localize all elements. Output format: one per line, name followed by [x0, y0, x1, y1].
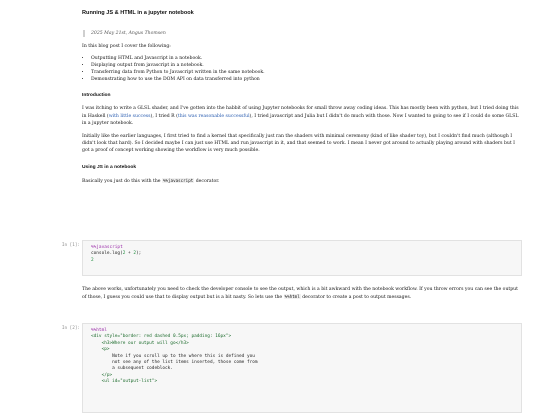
code-editor[interactable] — [82, 323, 522, 413]
text-run: ), I tried javascript and Julia but I didn't do much with those. Now I wanted to going to see if I could do some GLSL in a jupyter notebook. — [82, 113, 519, 127]
cell-magic: %%javascript — [91, 245, 123, 250]
using-js-paragraph-1 — [82, 177, 522, 185]
code-line: Note if you scroll up to the where this is defined you — [91, 353, 255, 359]
using-js-heading: Using JS in a notebook — [82, 164, 137, 170]
code-line: not see any of the list items inserted, those come from — [91, 360, 258, 366]
code-number: 2 — [91, 257, 94, 263]
text-run: ), I tried R ( — [150, 113, 178, 119]
code-line: <h3>Where our output will go</h3> — [91, 340, 189, 346]
code-text: ); — [135, 251, 142, 257]
cell-prompt: In [2]: — [61, 326, 80, 331]
cell-prompt: In [1]: — [61, 243, 80, 248]
code-line: <ul id="output-list"> — [91, 379, 158, 385]
topic-list — [82, 55, 522, 83]
text-run: decorator. — [194, 178, 220, 184]
post-content — [82, 10, 522, 190]
using-js-paragraph-2 — [82, 286, 522, 302]
code-line: <p> — [91, 347, 110, 353]
list-item: • Transferring data from Python to Javascript written in the same notebook. — [91, 69, 522, 76]
code-operator: + — [125, 251, 134, 257]
inline-code: %%html — [284, 294, 300, 300]
cell-magic: %%html — [91, 328, 107, 333]
text-run: I was itching to write a GLSL shader, and I've gotten into the habbit of using Jupyter notebooks for small throw away coding ideas. This has mostly been with python, but I tried doing this in Haskell ( — [82, 106, 519, 119]
haskell-link[interactable]: with little success — [108, 113, 151, 119]
post-byline: 2025 May 21st, Angus Thomsen — [83, 30, 522, 37]
introduction-paragraph-1 — [82, 105, 522, 127]
code-editor[interactable] — [82, 240, 522, 276]
introduction-heading: Introduction — [82, 93, 111, 99]
code-number: 2 — [122, 251, 126, 257]
text-run: decorator to create a post to output messages. — [300, 295, 412, 301]
introduction-paragraph-2: Initially like the earlier languages, I first tried to find a kernel that specifically just ran the shaders with minimal ceremony (kind of like shader toy), but I couldn't find much (although I didn't look that hard). So I decided maybe I can just use HTML and run javascript in it, and that seemed to work. I mean I never got around to actually playing around with shaders but I got a proof of concept working showing the workflow is very much possible. — [82, 133, 515, 154]
list-item: • Demonstrating how to use the DOM API on data transferred into python — [91, 76, 522, 83]
r-link[interactable]: this was reasonable successful — [177, 113, 250, 119]
code-line: a subsequent codeblock. — [91, 366, 173, 372]
list-item: • Outputting HTML and Javascript in a notebook. — [91, 55, 522, 62]
intro-paragraph: In this blog post I cover the following: — [82, 44, 171, 49]
text-run: The above works, unfortunately you need to check the developer console to see the output, which is a bit awkward with the notebook workflow. If you throw errors you can see the output of those, I guess you could use that to display output but is a bit nasty. So lets use the — [82, 287, 518, 301]
code-number: 2 — [133, 251, 136, 257]
text-run: Basically you just do this with the — [82, 178, 162, 184]
list-item: • Displaying output from javascript in a notebook. — [91, 62, 522, 69]
code-line: </p> — [91, 372, 113, 378]
code-line: <div style="border: red dashed 0.5px; padding: 16px"> — [91, 334, 232, 340]
inline-code: %%javascript — [162, 177, 194, 183]
code-text: console.log( — [91, 251, 123, 257]
post-content-continued — [82, 286, 522, 307]
post-title: Running JS & HTML in a jupyter notebook — [82, 10, 194, 16]
